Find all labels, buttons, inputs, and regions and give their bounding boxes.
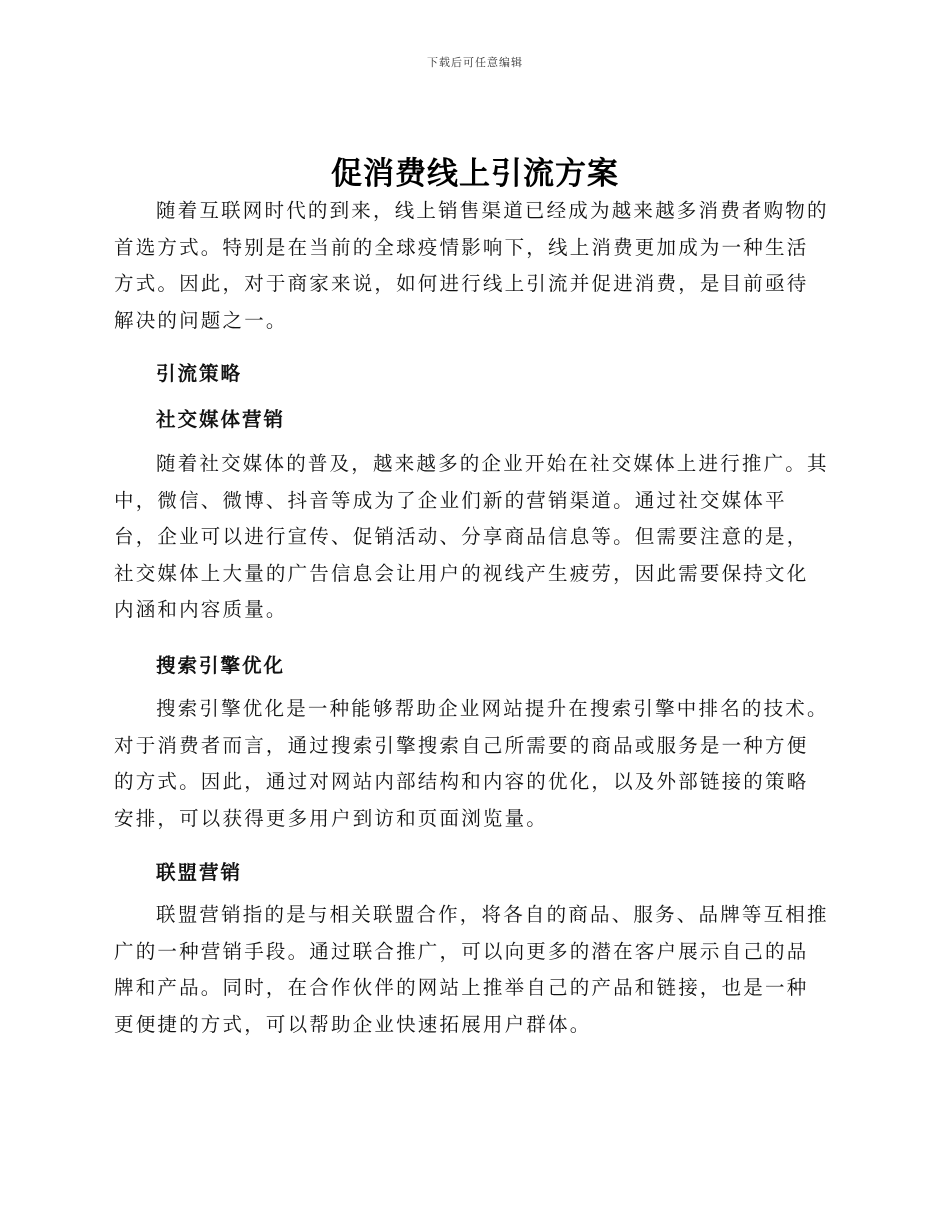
affiliate-paragraph: 联盟营销指的是与相关联盟合作，将各自的商品、服务、品牌等互相推广的一种营销手段。通过联合推广，可以向更多的潜在客户展示自己的品牌和产品。同时，在合作伙伴的网站上推举自己的产品和链接，也是一种更便捷的方式，可以帮助企业快速拓展用户群体。	[114, 903, 829, 1036]
seo-heading: 搜索引擎优化	[156, 654, 286, 677]
seo-paragraph: 搜索引擎优化是一种能够帮助企业网站提升在搜索引擎中排名的技术。对于消费者而言，通过搜索引擎搜索自己所需要的商品或服务是一种方便的方式。因此，通过对网站内部结构和内容的优化，以及外部链接的策略安排，可以获得更多用户到访和页面浏览量。	[114, 697, 829, 830]
social-media-paragraph: 随着社交媒体的普及，越来越多的企业开始在社交媒体上进行推广。其中，微信、微博、抖音等成为了企业们新的营销渠道。通过社交媒体平台，企业可以进行宣传、促销活动、分享商品信息等。但需要注意的是，社交媒体上大量的广告信息会让用户的视线产生疲劳，因此需要保持文化内涵和内容质量。	[114, 452, 829, 622]
social-media-heading: 社交媒体营销	[156, 408, 286, 431]
strategy-heading: 引流策略	[156, 362, 243, 385]
page-header-note: 下载后可任意编辑	[427, 56, 523, 69]
intro-paragraph: 随着互联网时代的到来，线上销售渠道已经成为越来越多消费者购物的首选方式。特别是在当前的全球疫情影响下，线上消费更加成为一种生活方式。因此，对于商家来说，如何进行线上引流并促进消费，是目前亟待解决的问题之一。	[114, 199, 829, 332]
affiliate-heading: 联盟营销	[156, 861, 243, 884]
document-title: 促消费线上引流方案	[331, 156, 619, 192]
